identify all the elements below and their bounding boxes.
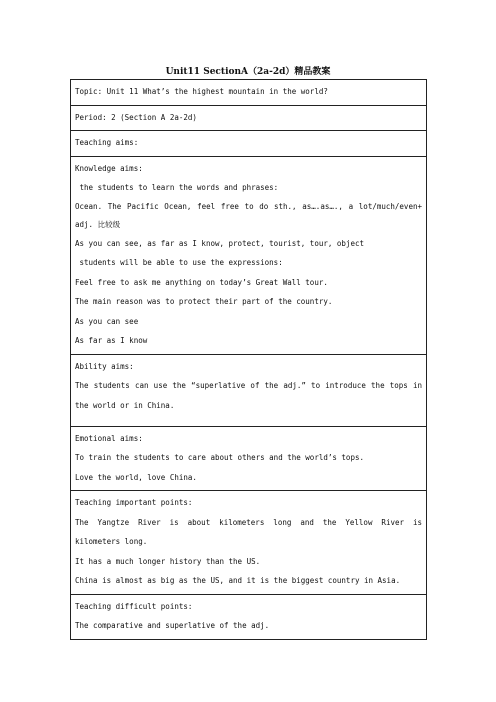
knowledge-aims-row xyxy=(71,156,427,354)
knowledge-aims-cell xyxy=(71,156,427,354)
knowledge-line: students will be able to use the expressions: xyxy=(75,258,283,267)
emotional-line: Love the world, love China. xyxy=(75,472,197,482)
teaching-aims-row xyxy=(71,131,427,157)
knowledge-line: As you can see xyxy=(75,316,139,326)
knowledge-line: Feel free to ask me anything on today’s Great Wall tour. xyxy=(75,277,328,287)
document-title: Unit11 SectionA（2a-2d）精品教案 xyxy=(165,67,331,77)
period-row xyxy=(71,105,427,131)
important-points-row xyxy=(71,491,427,595)
topic-cell xyxy=(71,80,427,106)
difficult-points-heading: Teaching difficult points: xyxy=(75,601,193,611)
emotional-aims-row xyxy=(71,426,427,491)
important-line: The Yangtze River is about kilometers long and the Yellow River is kilometers long. xyxy=(75,517,422,546)
difficult-points-row xyxy=(71,594,427,639)
ability-aims-text: The students can use the “superlative of the adj.” to introduce the tops in the world or in China. xyxy=(75,381,422,410)
knowledge-aims-heading: Knowledge aims: xyxy=(75,163,143,173)
topic-row xyxy=(71,80,427,106)
lesson-plan-table xyxy=(70,79,427,640)
ability-aims-cell xyxy=(71,354,427,426)
important-points-heading: Teaching important points: xyxy=(75,498,193,507)
knowledge-line: Ocean. The Pacific Ocean, feel free to do sth., as….as…., a lot/much/even+ adj. 比较级 xyxy=(75,201,422,229)
teaching-aims-cell xyxy=(71,131,427,157)
knowledge-line: As far as I know xyxy=(75,336,148,345)
knowledge-line: the students to learn the words and phrases: xyxy=(75,183,279,192)
important-points-cell xyxy=(71,491,427,595)
difficult-line: The comparative and superlative of the adj. xyxy=(75,621,270,630)
important-line: China is almost as big as the US, and it is the biggest country in Asia. xyxy=(75,576,401,585)
important-line: It has a much longer history than the US. xyxy=(75,556,261,566)
knowledge-line: The main reason was to protect their part of the country. xyxy=(75,297,333,306)
topic-text: Topic: Unit 11 What’s the highest mountain in the world? xyxy=(75,87,328,96)
ability-aims-heading: Ability aims: xyxy=(75,361,134,371)
ability-aims-row xyxy=(71,354,427,426)
emotional-line: To train the students to care about others and the world’s tops. xyxy=(75,453,364,462)
difficult-points-cell xyxy=(71,594,427,639)
emotional-aims-heading: Emotional aims: xyxy=(75,433,143,443)
teaching-aims-heading: Teaching aims: xyxy=(75,138,139,147)
period-text: Period: 2 (Section A 2a-2d) xyxy=(75,112,197,122)
emotional-aims-cell xyxy=(71,426,427,491)
knowledge-line: As you can see, as far as I know, protect, tourist, tour, object xyxy=(75,238,364,248)
period-cell xyxy=(71,105,427,131)
